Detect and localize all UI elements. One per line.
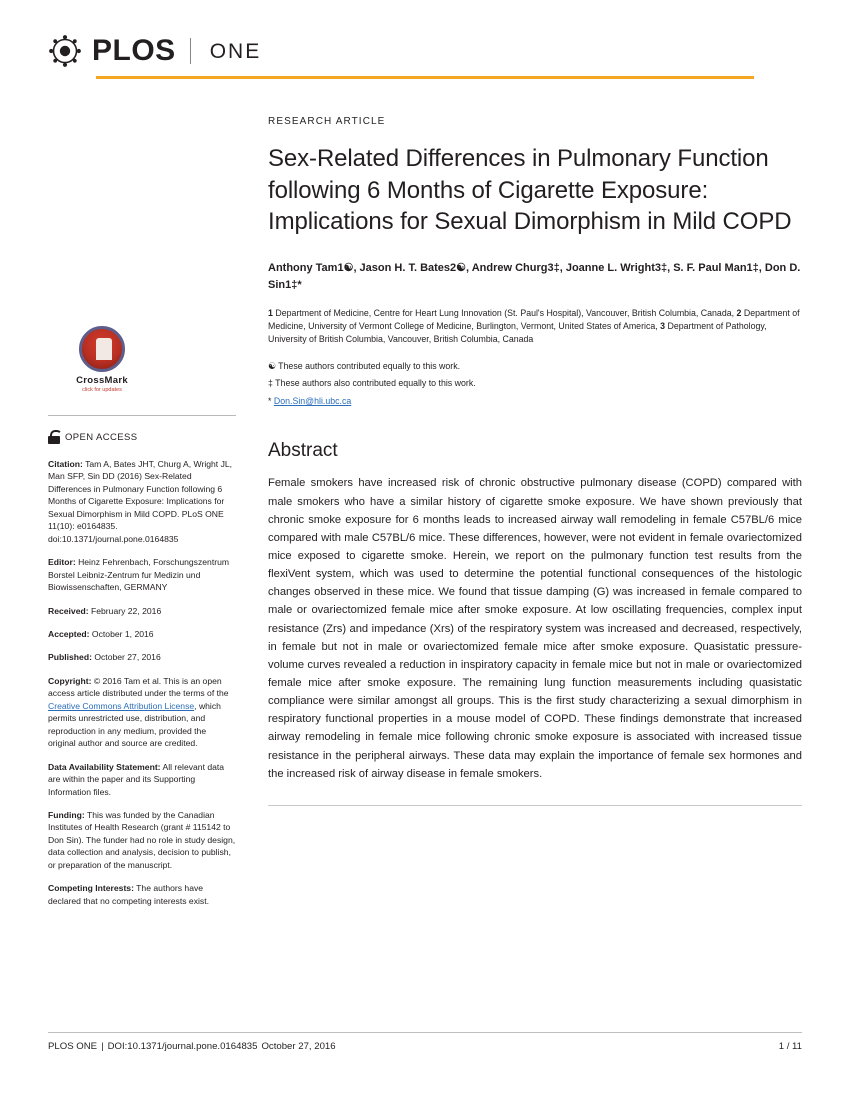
citation-block (48, 458, 236, 545)
accepted-text: October 1, 2016 (89, 628, 154, 639)
page-footer (48, 1032, 802, 1052)
abstract-text: Female smokers have increased risk of chronic obstructive pulmonary disease (COPD) compared with male smokers who have a similar history of cigarette smoke exposure. We have shown previously that chronic smoke exposure for 6 months leads to increased airway wall remodeling in female C57BL/6 mice compared with male C57BL/6 mice. These differences, however, were not evident in female ovariectomized mice exposed to cigarette smoke. Herein, we report on the pulmonary function test results from the flexiVent system, which was used to determine the potential functional consequences of the histologic changes observed in these mice. We found that tissue damping (G) was increased in female compared to male or ovariectomized female mice after smoke exposure. At low oscillating frequencies, complex input resistance (Zrs) and impedance (Xrs) of the respiratory system was increased and decreased, respectively, in female but not in male or ovariectomized female mice after smoke exposure. Quasistatic pressure-volume curves revealed a reduction in inspiratory capacity in female mice but not in male or ovariectomized female mice after smoke exposure. The remaining lung function measurements including quasistatic compliance were similar amongst all groups. This is the first study characterizing a sexual dimorphism in respiratory functional properties in a mouse model of COPD. These findings demonstrate that increased airway remodeling in female mice following chronic smoke exposure is associated with increased tissue resistance in the peripheral airways. These data may explain the importance of female sex hormones and the increased risk of airway disease in female smokers. (268, 477, 802, 780)
editor-text: Heinz Fehrenbach, Forschungszentrum Borstel Leibniz-Zentrum fur Medizin und Biowissenschaften, GERMANY (48, 557, 230, 593)
page-title: Sex-Related Differences in Pulmonary Function following 6 Months of Cigarette Exposure: Implications for Sexual Dimorphism in Mild COPD (268, 145, 792, 236)
footer-page-number: 1 / 11 (778, 1041, 802, 1052)
abstract-heading: Abstract (268, 440, 338, 462)
published-label: Published: (48, 652, 92, 663)
affiliation-1-text: Department of Medicine, Centre for Heart Lung Innovation (St. Paul's Hospital), Vancouver, British Columbia, Canada, (272, 308, 737, 319)
corresponding-email-link[interactable]: Don.Sin@hli.ubc.ca (273, 395, 352, 406)
open-access-badge (48, 430, 236, 444)
crossmark-badge[interactable] (66, 326, 138, 393)
accepted-block (48, 628, 236, 640)
copyright-block (48, 675, 236, 750)
published-text: October 27, 2016 (91, 652, 161, 663)
received-text: February 22, 2016 (88, 605, 162, 616)
affiliation-2-text: Department of Medicine, University of Vermont College of Medicine, Burlington, Vermont, United States of America, (268, 308, 800, 332)
crossmark-icon (79, 326, 125, 372)
funding-text: This was funded by the Canadian Institutes of Health Research (grant # 115142 to Don Sin). The funder had no role in study design, data collection and analysis, decision to publish, or preparation of the manuscript. (48, 809, 236, 870)
affiliation-1-number: 1 (268, 308, 273, 319)
data-availability-block (48, 761, 236, 798)
footer-divider (48, 1032, 802, 1033)
affiliations (268, 307, 802, 347)
author-list: Anthony Tam1☯, Jason H. T. Bates2☯, Andrew Churg3‡, Joanne L. Wright3‡, S. F. Paul Man1‡, Don D. Sin1‡* (268, 262, 801, 291)
plos-wordmark: PLOS (92, 34, 176, 67)
copyright-label: Copyright: (48, 675, 92, 686)
footer-doi: DOI:10.1371/journal.pone.0164835 (107, 1041, 258, 1052)
footer-separator: | (101, 1041, 104, 1052)
copyright-text-2: , which permits unrestricted use, distribution, and reproduction in any medium, provided the original author and source are credited. (48, 700, 221, 749)
footer-date: October 27, 2016 (261, 1041, 336, 1052)
open-access-label: OPEN ACCESS (65, 431, 138, 443)
header-rule (96, 76, 754, 79)
footer-journal: PLOS ONE (48, 1041, 98, 1052)
author-note-equal-2: ‡ These authors also contributed equally to this work. (268, 378, 476, 389)
crossmark-sublabel: click for updates (82, 387, 122, 393)
corresponding-author-note (268, 395, 802, 409)
author-note-equal: ☯ These authors contributed equally to this work. (268, 360, 461, 371)
sidebar-divider (48, 415, 236, 416)
accepted-label: Accepted: (48, 628, 90, 639)
logo-divider (190, 38, 191, 64)
citation-text: Tam A, Bates JHT, Churg A, Wright JL, Man SFP, Sin DD (2016) Sex-Related Differences in Pulmonary Function following 6 Months of Cigarette Exposure: Implications for Sexual Dimorphism in Mild COPD. PLoS ONE 11(10): e0164835. doi:10.1371/journal.pone.0164835 (48, 459, 233, 544)
plos-one-label: ONE (209, 39, 262, 63)
citation-label: Citation: (48, 459, 83, 469)
funding-label: Funding: (48, 809, 85, 820)
received-block (48, 605, 236, 617)
lock-icon (48, 430, 60, 444)
funding-block (48, 809, 236, 871)
sidebar (48, 116, 258, 918)
corresponding-prefix: * (268, 395, 274, 406)
article-body (48, 78, 802, 918)
editor-block (48, 556, 236, 593)
published-block (48, 651, 236, 663)
journal-masthead (48, 0, 802, 78)
affiliation-2-number: 2 (736, 308, 742, 319)
copyright-text-1: © 2016 Tam et al. This is an open access article distributed under the terms of the (48, 675, 229, 699)
crossmark-label: CrossMark (76, 375, 128, 386)
abstract-divider (268, 805, 802, 806)
plos-gear-icon (48, 34, 82, 68)
footer-citation (48, 1041, 340, 1052)
data-availability-text: All relevant data are within the paper and its Supporting Information files. (48, 761, 225, 797)
competing-interests-text: The authors have declared that no competing interests exist. (48, 883, 209, 906)
received-label: Received: (48, 605, 89, 616)
main-content (258, 116, 802, 918)
affiliation-3-text: Department of Pathology, University of British Columbia, Vancouver, British Columbia, Canada (268, 321, 767, 345)
editor-label: Editor: (48, 557, 76, 568)
plos-logo[interactable] (48, 34, 261, 68)
competing-interests-label: Competing Interests: (48, 883, 134, 894)
data-availability-label: Data Availability Statement: (48, 761, 161, 772)
article-type-label: RESEARCH ARTICLE (268, 116, 386, 127)
competing-interests-block (48, 882, 236, 907)
affiliation-3-number: 3 (660, 321, 666, 332)
license-link[interactable]: Creative Commons Attribution License (48, 700, 195, 711)
